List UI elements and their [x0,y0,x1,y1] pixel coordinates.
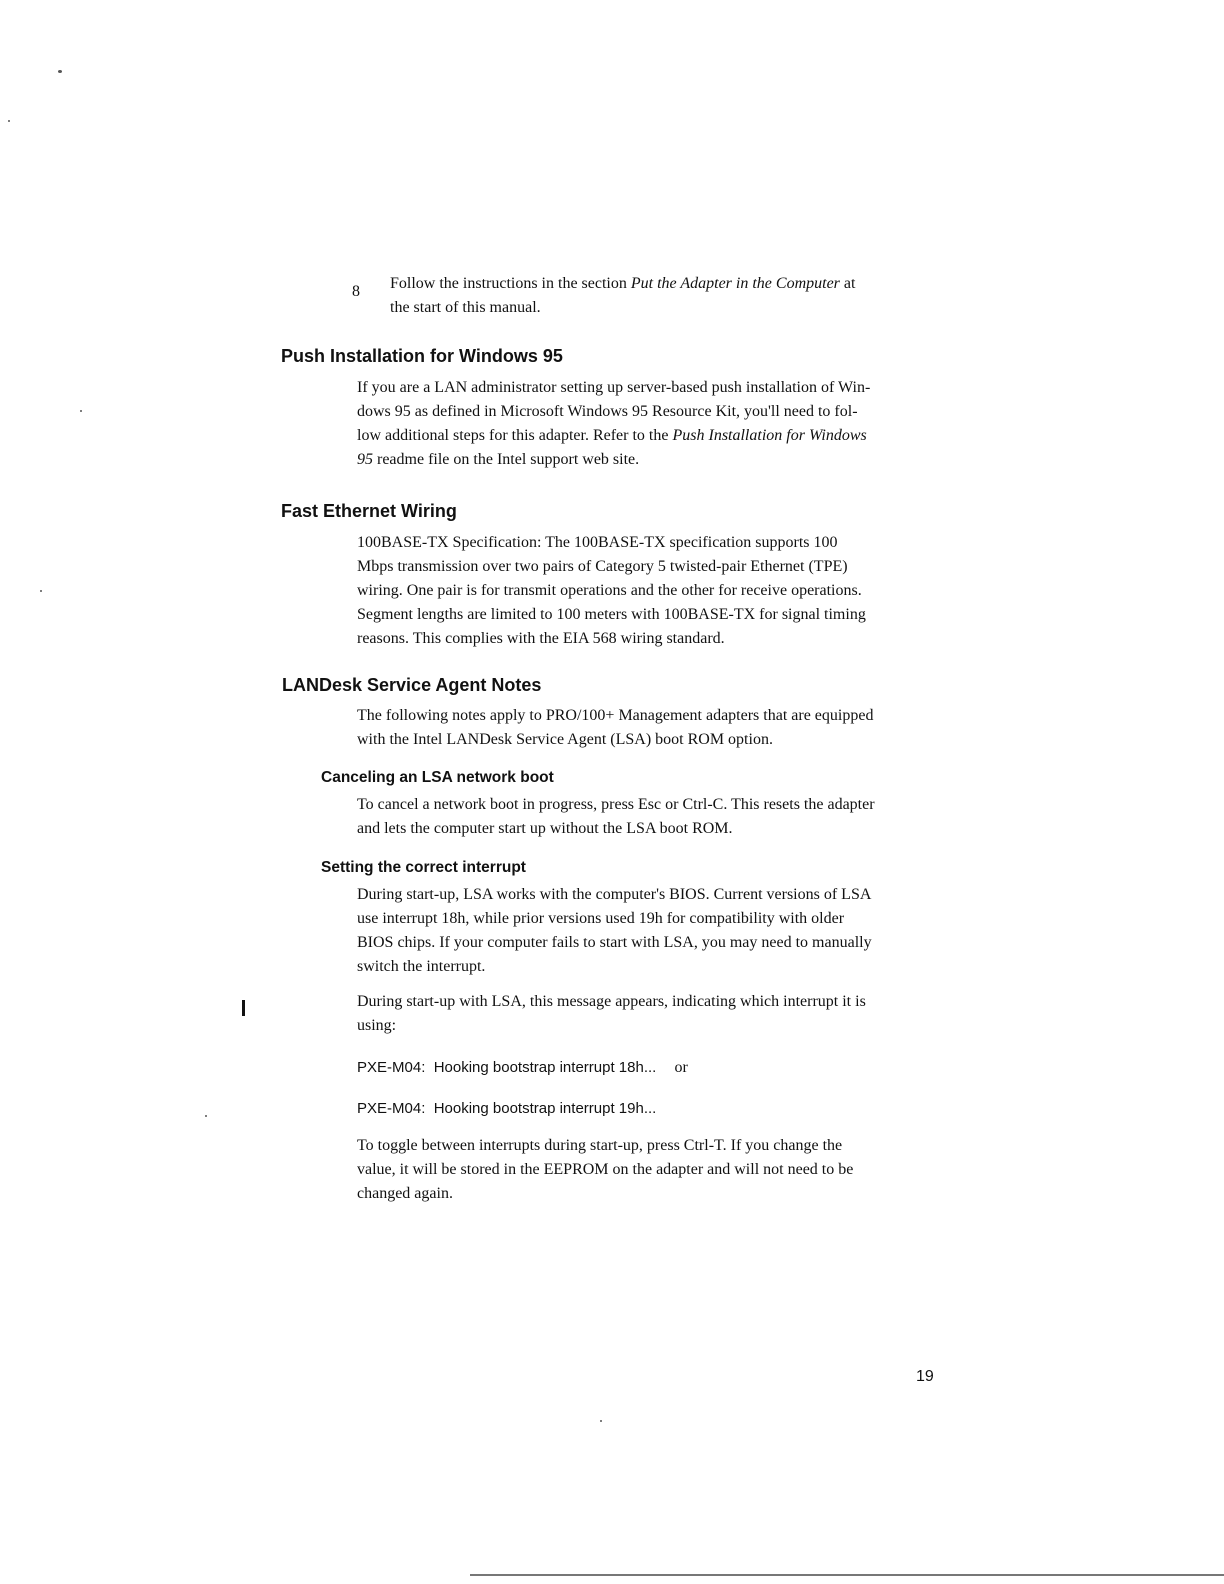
interrupt-p2-line-2: using: [357,1017,397,1034]
interrupt-p1-line-1: During start-up, LSA works with the computer's BIOS. Current versions of LSA [357,886,872,903]
fast-ethernet-line-3: wiring. One pair is for transmit operations and the other for receive operations. [357,582,862,599]
landesk-line-1: The following notes apply to PRO/100+ Management adapters that are equipped [357,707,874,724]
landesk-line-2: with the Intel LANDesk Service Agent (LSA) boot ROM option. [357,731,773,748]
boot-message-19h [357,1098,957,1120]
boot-message-or: or [674,1059,688,1076]
push-install-line-2: dows 95 as defined in Microsoft Windows 95 Resource Kit, you'll need to fol- [357,403,858,420]
fast-ethernet-line-5: reasons. This complies with the EIA 568 wiring standard. [357,630,725,647]
interrupt-paragraph-1 [357,883,957,979]
boot-message-18h-text: PXE-M04: Hooking bootstrap interrupt 18h... [357,1059,657,1076]
fast-ethernet-heading: Fast Ethernet Wiring [281,501,457,521]
fast-ethernet-line-4: Segment lengths are limited to 100 meters with 100BASE-TX for signal timing [357,606,866,623]
interrupt-p2-line-1: During start-up with LSA, this message appears, indicating which interrupt it is [357,993,866,1010]
page-number: 19 [916,1368,934,1385]
fast-ethernet-line-1: 100BASE-TX Specification: The 100BASE-TX specification supports 100 [357,534,838,551]
interrupt-p3-line-3: changed again. [357,1185,453,1202]
push-installation-heading: Push Installation for Windows 95 [281,346,563,366]
scan-bottom-edge [470,1574,1224,1576]
fast-ethernet-line-2: Mbps transmission over two pairs of Category 5 twisted-pair Ethernet (TPE) [357,558,848,575]
push-install-readme-reference-cont: 95 [357,451,373,468]
scan-speck [80,410,82,412]
step-8-section-reference: Put the Adapter in the Computer [630,275,840,292]
scan-speck [40,590,42,592]
scan-speck [8,120,10,122]
interrupt-paragraph-2 [357,990,957,1038]
interrupt-p3-line-2: value, it will be stored in the EEPROM on the adapter and will not need to be [357,1161,854,1178]
push-install-readme-reference: Push Installation for Windows [672,427,867,444]
canceling-lsa-boot-heading: Canceling an LSA network boot [321,769,554,786]
interrupt-p1-line-2: use interrupt 18h, while prior versions used 19h for compatibility with older [357,910,845,927]
setting-interrupt-heading: Setting the correct interrupt [321,859,526,876]
cancel-line-2: and lets the computer start up without the LSA boot ROM. [357,820,733,837]
landesk-heading: LANDesk Service Agent Notes [282,675,542,695]
interrupt-paragraph-3 [357,1134,957,1206]
scan-speck [58,70,62,73]
scan-speck [600,1420,602,1422]
interrupt-p1-line-3: BIOS chips. If your computer fails to start with LSA, you may need to manually [357,934,872,951]
step-8-text-after: at [839,275,856,292]
step-8-text-before: Follow the instructions in the section [390,275,631,292]
step-8-text [390,272,950,320]
cancel-line-1: To cancel a network boot in progress, press Esc or Ctrl-C. This resets the adapter [357,796,875,813]
interrupt-p1-line-4: switch the interrupt. [357,958,486,975]
canceling-lsa-boot-paragraph [357,793,957,841]
interrupt-p3-line-1: To toggle between interrupts during start-up, press Ctrl-T. If you change the [357,1137,843,1154]
step-number: 8 [352,283,360,300]
push-installation-paragraph [357,376,957,472]
revision-change-bar [242,1000,245,1016]
push-install-line-1: If you are a LAN administrator setting up server-based push installation of Win- [357,379,871,396]
boot-message-18h [357,1056,957,1080]
scan-speck [205,1115,207,1117]
fast-ethernet-paragraph [357,531,957,651]
push-install-line-3: low additional steps for this adapter. Refer to the [357,427,673,444]
boot-message-19h-text: PXE-M04: Hooking bootstrap interrupt 19h... [357,1100,657,1117]
push-install-line-4: readme file on the Intel support web site. [373,451,640,468]
landesk-paragraph [357,704,957,752]
step-8-line-2: the start of this manual. [390,299,541,316]
